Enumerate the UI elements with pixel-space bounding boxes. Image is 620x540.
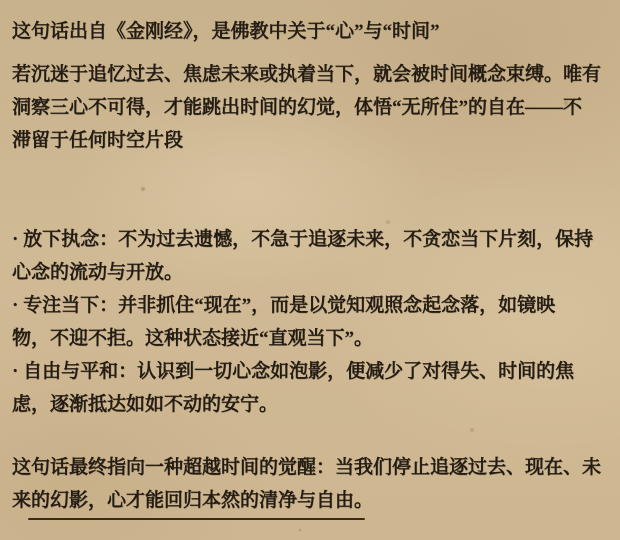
bullet-line-freedom-peace: · 自由与平和：认识到一切心念如泡影，便减少了对得失、时间的焦 [12, 361, 575, 382]
overview-paragraph [12, 58, 612, 157]
bottom-divider [28, 518, 365, 520]
intro-line: 这句话出自《金刚经》，是佛教中关于“心”与“时间” [12, 21, 440, 42]
bullet-continuation-line: 物，不迎不拒。这种状态接近“直观当下”。 [12, 328, 374, 349]
conclusion-line: 这句话最终指向一种超越时间的觉醒：当我们停止追逐过去、现在、未 [12, 457, 602, 478]
bullet-continuation-line: 心念的流动与开放。 [12, 262, 184, 283]
overview-line: 若沉迷于追忆过去、焦虑未来或执着当下，就会被时间概念束缚。唯有 [12, 64, 602, 85]
bullet-continuation-line: 虑，逐渐抵达如如不动的安宁。 [12, 394, 279, 415]
bullet-line-focus-present: · 专注当下：并非抓住“现在”，而是以觉知观照念起念落，如镜映 [12, 295, 556, 316]
bullet-list [12, 223, 612, 421]
conclusion-paragraph [12, 451, 612, 517]
document-text [12, 15, 612, 520]
overview-line: 滞留于任何时空片段 [12, 130, 184, 151]
conclusion-line: 来的幻影，心才能回归本然的清净与自由。 [12, 490, 374, 511]
intro-paragraph [12, 15, 612, 48]
overview-line: 洞察三心不可得，才能跳出时间的幻觉，体悟“无所住”的自在——不 [12, 97, 583, 118]
bullet-line-release-attachment: · 放下执念：不为过去遗憾，不急于追逐未来，不贪恋当下片刻，保持 [12, 229, 594, 250]
